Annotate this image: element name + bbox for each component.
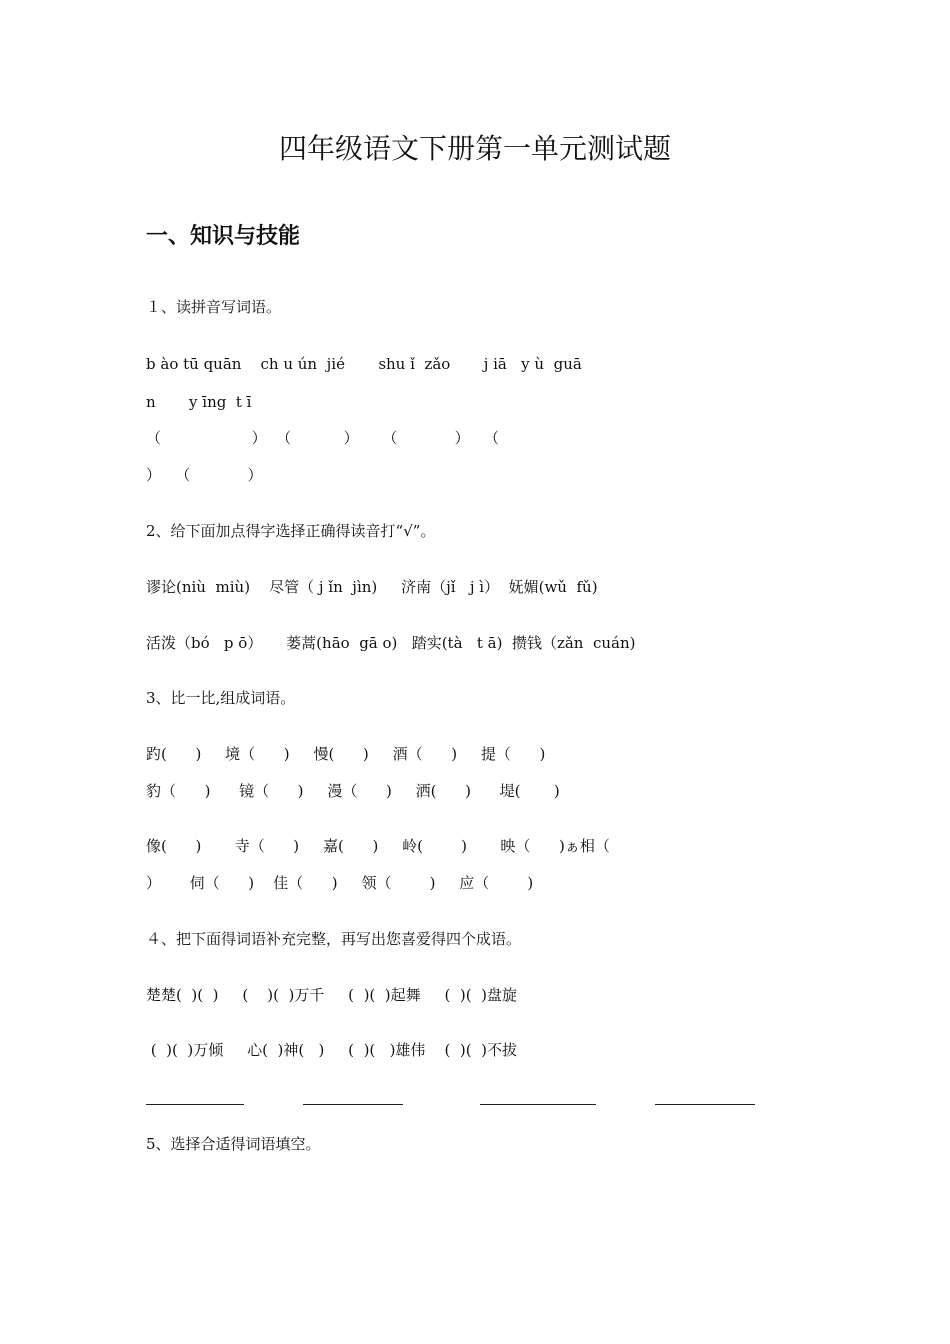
- answer-parens-line-1: （ ） （ ） （ ） （: [146, 429, 499, 447]
- compare-line-3: 像( ) 寺（ ) 嘉( ) 岭( ) 映（ )ぁ相（: [146, 837, 610, 855]
- answer-blank-4: [655, 1104, 755, 1105]
- section-heading: 一、知识与技能: [146, 224, 301, 249]
- pinyin-line-1: b ào tū quān ch u ún jié shu ǐ zǎo j iā y ù guā: [146, 355, 582, 373]
- pronunciation-line-2: 活泼（bó p ō） 蒌蒿(hāo gā o) 踏实(tà t ā) 攒钱（zǎn cuán): [146, 634, 636, 652]
- idiom-line-2: ( )( )万倾 心( )神( ) ( )( )雄伟 ( )( )不拔: [146, 1041, 517, 1059]
- answer-parens-line-2: ） （ ）: [146, 466, 263, 484]
- question-3-title: 3、比一比,组成词语。: [146, 689, 296, 707]
- answer-blank-3: [480, 1104, 596, 1105]
- question-4-title: ４、把下面得词语补充完整，再写出您喜爱得四个成语。: [146, 930, 522, 948]
- compare-line-4: ） 伺（ ) 佳（ ) 领（ ) 应（ ): [146, 874, 534, 892]
- question-5-title: 5、选择合适得词语填空。: [146, 1135, 321, 1153]
- question-1-title: １、读拼音写词语。: [146, 298, 282, 316]
- compare-line-2: 豹（ ) 镜（ ) 漫（ ) 洒( ) 堤( ): [146, 782, 560, 800]
- question-2-title: 2、给下面加点得字选择正确得读音打“√”。: [146, 522, 436, 540]
- pronunciation-line-1: 谬论(niù miù) 尽管（ j ǐn jìn) 济南（jǐ j ì） 妩媚(wǔ fǔ): [146, 578, 598, 596]
- idiom-line-1: 楚楚( )( ) ( )( )万千 ( )( )起舞 ( )( )盘旋: [146, 986, 517, 1004]
- answer-blank-1: [146, 1104, 244, 1105]
- answer-blank-2: [303, 1104, 403, 1105]
- compare-line-1: 趵( ) 境（ ) 慢( ) 酒（ ) 提（ ): [146, 745, 546, 763]
- pinyin-line-2: n y īng t ī: [146, 393, 252, 411]
- page-title: 四年级语文下册第一单元测试题: [278, 132, 671, 165]
